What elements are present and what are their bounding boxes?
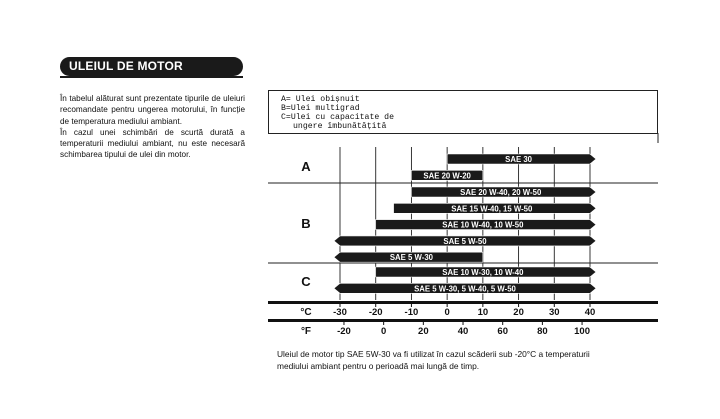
group-label-0: A (301, 159, 311, 174)
fahrenheit-tick-label-1: 0 (381, 326, 387, 337)
celsius-tick-label-0: -30 (333, 307, 347, 318)
bar-label-1-0: SAE 20 W-40, 20 W-50 (460, 188, 542, 197)
celsius-tick-label-6: 30 (548, 307, 560, 318)
celsius-unit: °C (300, 307, 312, 318)
legend-box (268, 90, 658, 133)
footnote-line-2: mediului ambiant pentru o perioadă mai lungă de timp. (277, 361, 480, 371)
fahrenheit-tick-label-4: 60 (497, 326, 508, 337)
celsius-tick-label-1: -20 (368, 307, 383, 318)
fahrenheit-tick-label-2: 20 (418, 326, 429, 337)
footnote-line-1: Uleiul de motor tip SAE 5W-30 va fi utilizat în cazul scăderii sub -20°C a temperaturii (277, 349, 590, 359)
celsius-tick-label-5: 20 (513, 307, 524, 318)
celsius-tick-label-3: 0 (444, 307, 450, 318)
bar-label-1-3: SAE 5 W-50 (443, 236, 487, 246)
bar-label-0-0: SAE 30 (505, 155, 533, 164)
legend-line-b: B=Ulei multigrad (281, 104, 360, 113)
group-label-1: B (301, 216, 311, 231)
group-label-2: C (301, 274, 311, 289)
bar-label-2-1: SAE 5 W-30, 5 W-40, 5 W-50 (414, 284, 516, 294)
section-title: ULEIUL DE MOTOR (60, 57, 243, 76)
title-underline (60, 76, 243, 78)
bar-label-2-0: SAE 10 W-30, 10 W-40 (442, 268, 524, 277)
footnote (277, 348, 677, 372)
celsius-tick-label-7: 40 (584, 307, 596, 318)
oil-viscosity-chart (268, 133, 660, 343)
fahrenheit-tick-label-0: -20 (337, 326, 351, 337)
bar-label-1-2: SAE 10 W-40, 10 W-50 (442, 220, 524, 230)
legend-line-a: A= Ulei obișnuit (281, 95, 360, 104)
legend-line-c-cont: ungere îmbunătățită (293, 122, 387, 131)
fahrenheit-tick-label-3: 40 (457, 326, 469, 337)
axis-bar-top (268, 301, 658, 304)
celsius-tick-label-2: -10 (404, 307, 419, 318)
axis-bar-bottom (268, 319, 658, 322)
bar-label-1-1: SAE 15 W-40, 15 W-50 (451, 204, 533, 214)
celsius-tick-label-4: 10 (477, 307, 489, 318)
legend-line-c: C=Ulei cu capacitate de (281, 113, 395, 122)
fahrenheit-tick-label-5: 80 (537, 326, 548, 337)
intro-text (60, 93, 245, 161)
intro-paragraph-2: În cazul unei schimbări de scurtă durată a temperaturii mediului ambiant, nu este necesară schimbarea tipului de ulei din motor. (60, 127, 245, 160)
intro-paragraph-1: În tabelul alăturat sunt prezentate tipurile de uleiuri recomandate pentru ungerea motorului, în funcție de temperatura mediului ambiant. (60, 94, 245, 126)
fahrenheit-unit: °F (300, 326, 312, 337)
fahrenheit-tick-label-6: 100 (574, 326, 590, 337)
bar-label-0-1: SAE 20 W-20 (423, 171, 471, 181)
bar-label-1-4: SAE 5 W-30 (389, 253, 434, 263)
